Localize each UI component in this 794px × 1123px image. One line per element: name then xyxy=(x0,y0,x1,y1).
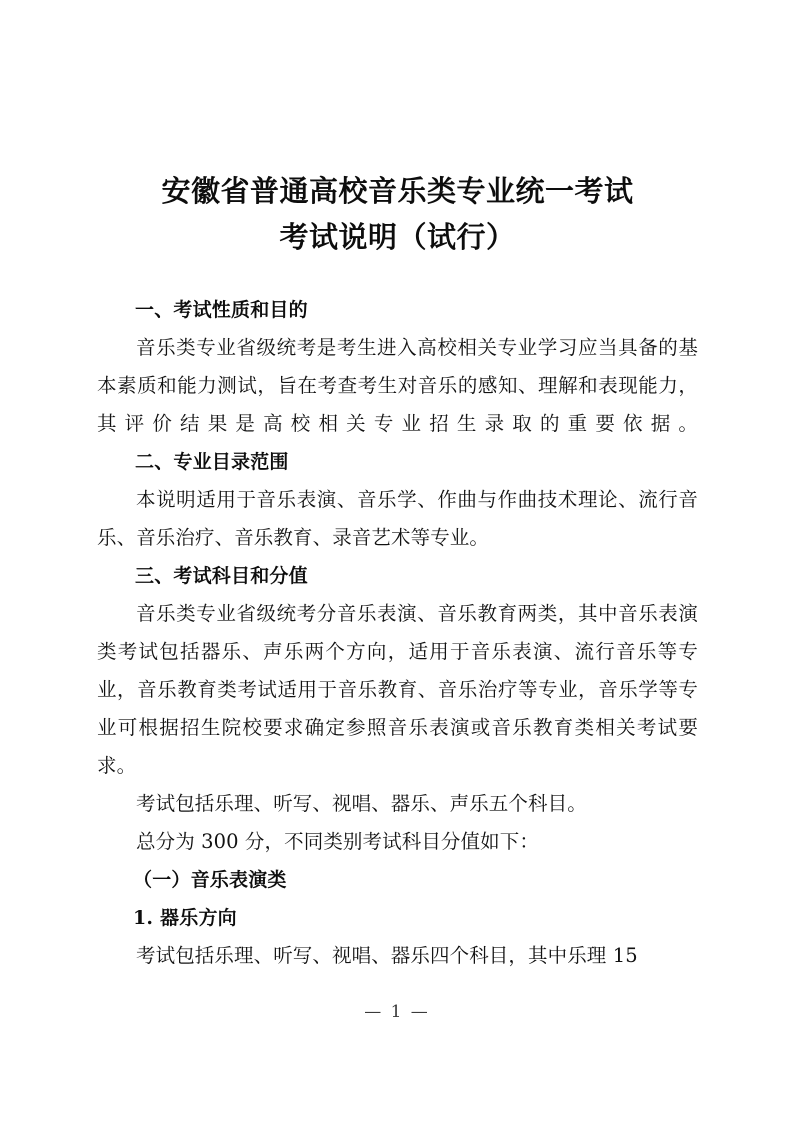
subsection-item-heading-instrumental: 1. 器乐方向 xyxy=(133,907,237,929)
section-heading-3: 三、考试科目和分值 xyxy=(135,565,308,587)
title-line-2: 考试说明（试行） xyxy=(279,220,516,254)
subsection-heading-music-performance: （一）音乐表演类 xyxy=(133,869,287,891)
title-line-1: 安徽省普通高校音乐类专业统一考试 xyxy=(161,174,634,208)
section-2-paragraph-1: 本说明适用于音乐表演、音乐学、作曲与作曲技术理论、流行音乐、音乐治疗、音乐教育、录音艺术等专业。 xyxy=(97,488,698,549)
document-title-block xyxy=(97,168,698,260)
section-heading-1: 一、考试性质和目的 xyxy=(135,299,308,321)
page-title xyxy=(97,168,698,260)
section-3-paragraph-2: 考试包括乐理、听写、视唱、器乐、声乐五个科目。 xyxy=(136,792,587,815)
page-number: — 1 — xyxy=(364,1002,430,1022)
section-heading-2: 二、专业目录范围 xyxy=(135,451,289,473)
page-footer xyxy=(0,1000,794,1024)
section-3-paragraph-3: 总分为 300 分，不同类别考试科目分值如下： xyxy=(136,830,539,853)
section-3-paragraph-1: 音乐类专业省级统考分音乐表演、音乐教育两类，其中音乐表演类考试包括器乐、声乐两个方向，适用于音乐表演、流行音乐等专业，音乐教育类考试适用于音乐教育、音乐治疗等专业，音乐学等专业可根据招生院校要求确定参照音乐表演或音乐教育类相关考试要求。 xyxy=(97,602,698,777)
document-body xyxy=(97,291,698,975)
subsection-item-paragraph-instrumental: 考试包括乐理、听写、视唱、器乐四个科目，其中乐理 15 xyxy=(136,944,638,967)
section-1-paragraph-1: 音乐类专业省级统考是考生进入高校相关专业学习应当具备的基本素质和能力测试，旨在考查考生对音乐的感知、理解和表现能力，其评价结果是高校相关专业招生录取的重要依据。 xyxy=(97,336,698,435)
